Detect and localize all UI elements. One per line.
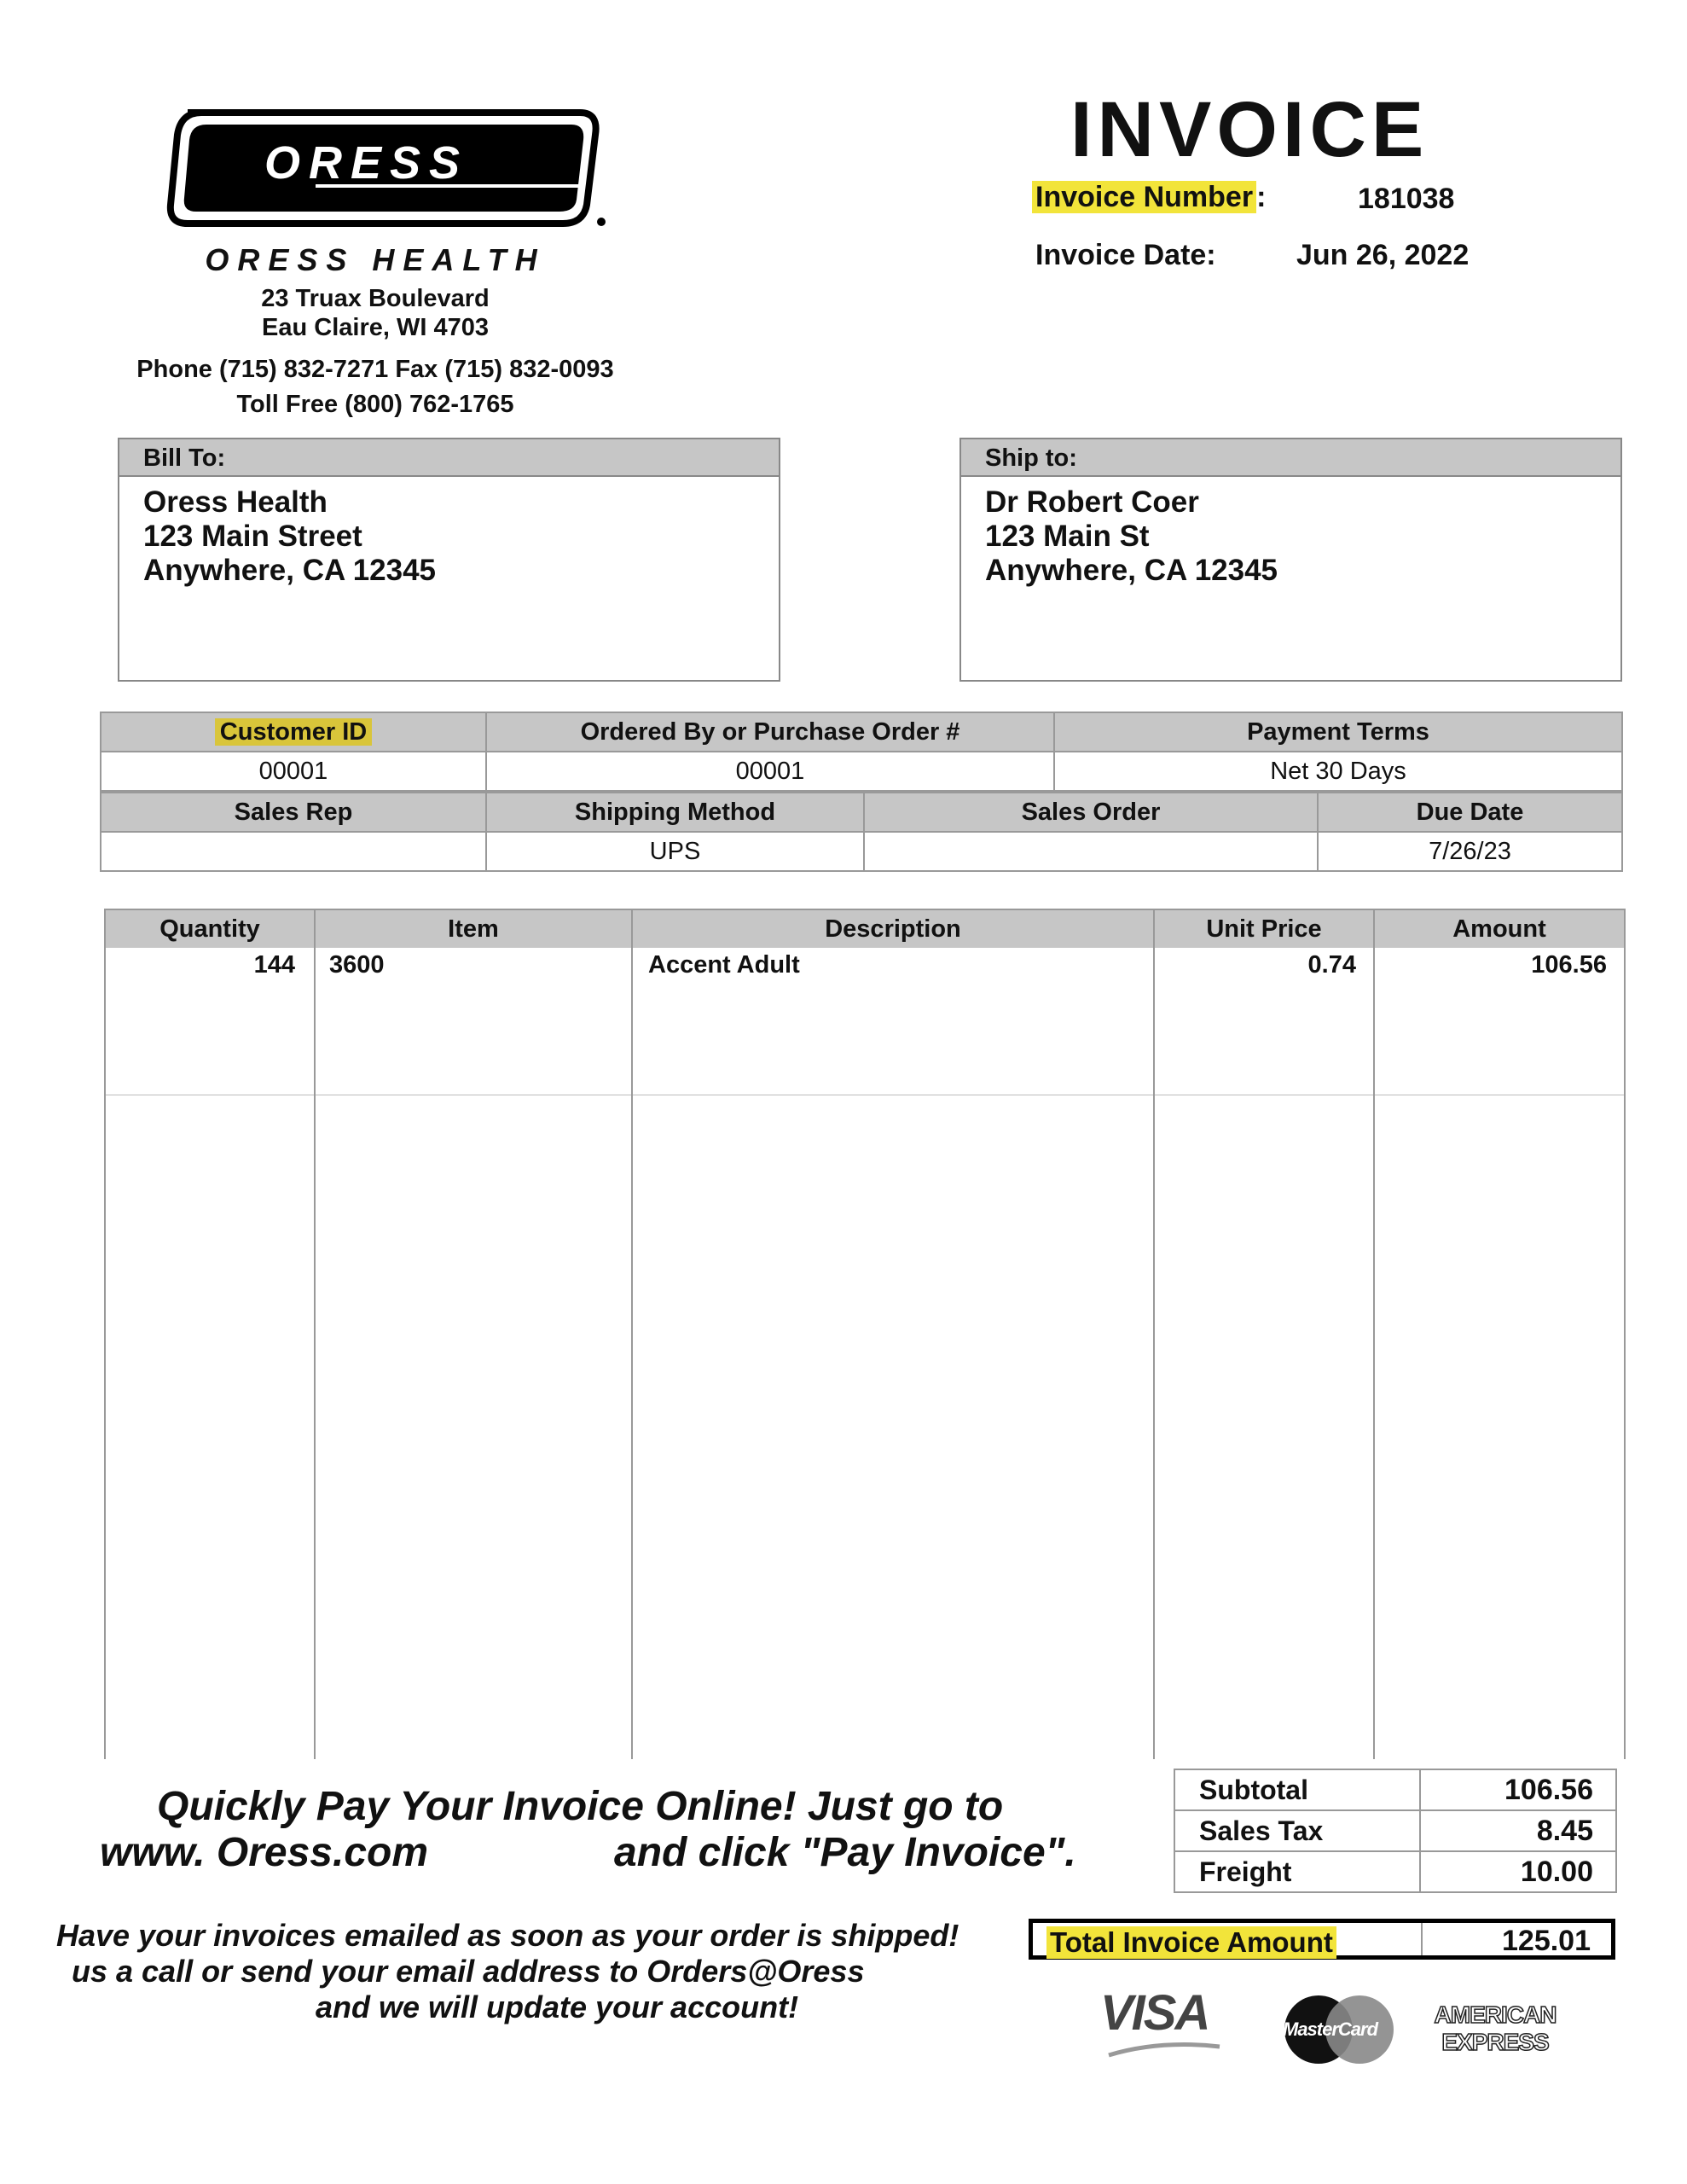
visa-logo bbox=[1100, 1984, 1228, 2061]
description-header: Description bbox=[632, 909, 1154, 948]
bill-to-line: Oress Health bbox=[143, 485, 328, 519]
totals-table bbox=[1174, 1769, 1617, 1893]
po-value: 00001 bbox=[486, 752, 1054, 791]
logo-text: ORESS bbox=[264, 137, 469, 189]
promo-website: www. Oress.com bbox=[100, 1830, 429, 1875]
promo-pay-instructions: and click "Pay Invoice". bbox=[614, 1830, 1076, 1875]
invoice-number-label bbox=[1032, 181, 1266, 214]
company-toll-free: Toll Free (800) 762-1765 bbox=[236, 391, 514, 418]
shipping-method-header: Shipping Method bbox=[486, 793, 864, 832]
ship-to-address bbox=[961, 477, 1620, 596]
bill-to-line: 123 Main Street bbox=[143, 520, 362, 553]
unit-price-header: Unit Price bbox=[1154, 909, 1374, 948]
sales-tax-label: Sales Tax bbox=[1174, 1810, 1420, 1851]
payment-terms-value: Net 30 Days bbox=[1054, 752, 1622, 791]
invoice-date-label: Invoice Date: bbox=[1035, 239, 1216, 271]
item-amount: 106.56 bbox=[1374, 948, 1625, 1095]
shipping-method-value: UPS bbox=[486, 832, 864, 871]
invoice-number-label-text: Invoice Number bbox=[1032, 181, 1256, 213]
company-phone-fax: Phone (715) 832-7271 Fax (715) 832-0093 bbox=[136, 356, 614, 383]
sales-order-header: Sales Order bbox=[864, 793, 1318, 832]
subtotal-value: 106.56 bbox=[1420, 1769, 1616, 1810]
amex-logo bbox=[1423, 2001, 1568, 2056]
email-note-line2: us a call or send your email address to Orders@Oress bbox=[72, 1954, 865, 1989]
mastercard-logo bbox=[1279, 1993, 1399, 2066]
freight-value: 10.00 bbox=[1420, 1851, 1616, 1892]
ship-to-box bbox=[959, 438, 1622, 682]
item-code: 3600 bbox=[315, 948, 632, 1095]
ship-to-line: Dr Robert Coer bbox=[985, 485, 1199, 519]
bill-to-header: Bill To: bbox=[119, 439, 779, 477]
quantity-header: Quantity bbox=[105, 909, 315, 948]
customer-id-header bbox=[101, 712, 486, 752]
company-name: ORESS HEALTH bbox=[205, 242, 546, 277]
table-empty-area bbox=[105, 1095, 1625, 1760]
company-address-line2: Eau Claire, WI 4703 bbox=[262, 314, 489, 341]
subtotal-label: Subtotal bbox=[1174, 1769, 1420, 1810]
due-date-header: Due Date bbox=[1318, 793, 1622, 832]
company-address-line1: 23 Truax Boulevard bbox=[261, 285, 490, 312]
customer-id-value: 00001 bbox=[101, 752, 486, 791]
mastercard-logo-text: MasterCard bbox=[1283, 2018, 1378, 2040]
invoice-number-colon: : bbox=[1256, 181, 1267, 213]
bill-to-line: Anywhere, CA 12345 bbox=[143, 554, 437, 587]
total-invoice-box bbox=[1029, 1919, 1615, 1960]
total-invoice-value: 125.01 bbox=[1502, 1925, 1591, 1957]
ship-to-line: 123 Main St bbox=[985, 520, 1150, 553]
bill-to-box bbox=[118, 438, 780, 682]
line-items-table bbox=[104, 909, 1626, 1759]
line-items-header-row bbox=[105, 909, 1625, 948]
ship-to-line: Anywhere, CA 12345 bbox=[985, 554, 1278, 587]
customer-id-label: Customer ID bbox=[215, 718, 372, 746]
table-row bbox=[105, 948, 1625, 1095]
sales-rep-header: Sales Rep bbox=[101, 793, 486, 832]
order-info-table-1 bbox=[100, 712, 1623, 792]
sales-rep-value bbox=[101, 832, 486, 871]
item-description: Accent Adult bbox=[632, 948, 1154, 1095]
invoice-number: 181038 bbox=[1358, 183, 1455, 215]
promo-line1: Quickly Pay Your Invoice Online! Just go to bbox=[157, 1784, 1004, 1829]
item-unit-price: 0.74 bbox=[1154, 948, 1374, 1095]
company-logo bbox=[162, 104, 606, 232]
visa-logo-text: VISA bbox=[1100, 1985, 1209, 2041]
visa-swoosh-icon bbox=[1100, 2042, 1228, 2059]
email-note-line1: Have your invoices emailed as soon as your order is shipped! bbox=[56, 1918, 959, 1953]
amex-logo-line1: AMERICAN bbox=[1434, 2001, 1557, 2028]
bill-to-address bbox=[119, 477, 779, 596]
email-note-line3: and we will update your account! bbox=[316, 1989, 799, 2024]
total-invoice-label: Total Invoice Amount bbox=[1046, 1926, 1336, 1959]
sales-tax-value: 8.45 bbox=[1420, 1810, 1616, 1851]
invoice-date: Jun 26, 2022 bbox=[1296, 239, 1470, 271]
amex-logo-line2: EXPRESS bbox=[1441, 2029, 1549, 2055]
invoice-title: INVOICE bbox=[1070, 86, 1429, 173]
total-divider bbox=[1421, 1923, 1423, 1955]
due-date-value: 7/26/23 bbox=[1318, 832, 1622, 871]
freight-label: Freight bbox=[1174, 1851, 1420, 1892]
po-header: Ordered By or Purchase Order # bbox=[486, 712, 1054, 752]
item-quantity: 144 bbox=[105, 948, 315, 1095]
amount-header: Amount bbox=[1374, 909, 1625, 948]
order-info-table-2 bbox=[100, 792, 1623, 872]
ship-to-header: Ship to: bbox=[961, 439, 1620, 477]
payment-terms-header: Payment Terms bbox=[1054, 712, 1622, 752]
sales-order-value bbox=[864, 832, 1318, 871]
item-header: Item bbox=[315, 909, 632, 948]
